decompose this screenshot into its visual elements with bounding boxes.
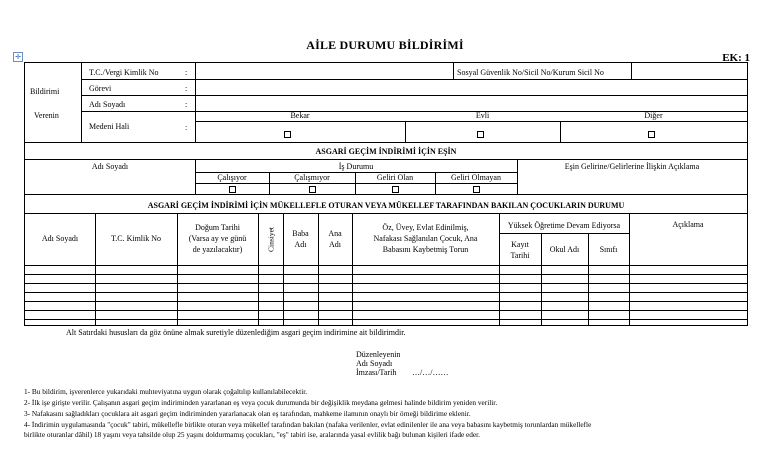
checkbox-bekar[interactable]	[284, 131, 291, 138]
declarant-label-1: Bildirimi	[30, 87, 60, 96]
annex-label: EK: 1	[722, 52, 750, 64]
medeni-hali-label: Medeni Hali	[89, 122, 130, 131]
colon: :	[185, 123, 188, 132]
col-child-tc: T.C. Kimlik No	[110, 234, 162, 243]
signature-duzenleyenin: Düzenleyenin	[356, 350, 401, 359]
checkbox-calismiyor[interactable]	[309, 186, 316, 193]
option-geliri-olan: Geliri Olan	[376, 173, 414, 182]
tc-vergi-label: T.C./Vergi Kimlik No	[89, 68, 159, 77]
option-bekar: Bekar	[290, 111, 310, 120]
checkbox-evli[interactable]	[477, 131, 484, 138]
checkbox-calisiyor[interactable]	[229, 186, 236, 193]
option-diger: Diğer	[644, 111, 663, 120]
option-calisiyor: Çalışıyor	[217, 173, 247, 182]
colon: :	[185, 100, 188, 109]
col-kayit-tarihi-2: Tarihi	[510, 251, 530, 260]
col-ana-adi-2: Adı	[329, 240, 341, 249]
footnote-2: 2- İlk işe girişte verilir. Çalışanın asgari geçim indiriminden yararlanan eş veya çocuk durumunda bir değişiklik meydana gelmesi halinde bildirim yeniden verilir.	[24, 398, 498, 407]
declarant-label-2: Verenin	[34, 111, 59, 120]
form-title: AİLE DURUMU BİLDİRİMİ	[306, 38, 464, 52]
footnote-4-continued: birlikte oturanlar dâhil) 18 yaşını veya tahsilde olup 25 yaşını doldurmamış çocukları, "eş" tabiri ise, aralarında yasal evlilik bağı bulunan kişileri ifade eder.	[24, 430, 481, 439]
col-baba-adi-2: Adı	[294, 240, 307, 249]
col-relation-3: Babasını Kaybetmiş Torun	[382, 245, 469, 254]
checkbox-diger[interactable]	[648, 131, 655, 138]
col-child-adsoyad: Adı Soyadı	[41, 234, 79, 243]
col-dogum-tarihi: Doğum Tarihi	[195, 223, 240, 232]
signature-adsoyad: Adı Soyadı	[356, 359, 393, 368]
col-relation-1: Öz, Üvey, Evlat Edinilmiş,	[382, 223, 469, 232]
option-calismiyor: Çalışmıyor	[294, 173, 330, 182]
footnote-3: 3- Nafakasını sağladıkları çocuklara ait asgari geçim indiriminden yararlanacak olan eş tarafından, mahkeme ilamının onaylı bir örneği bildirime eklenir.	[24, 409, 471, 418]
col-dogum-tarihi-note-2: de yazılacaktır)	[192, 245, 243, 254]
signature-date-field[interactable]: …/…/……	[412, 368, 449, 377]
form-table	[24, 62, 748, 326]
move-handle-icon[interactable]: ✛	[13, 52, 23, 62]
adsoyad-label: Adı Soyadı	[89, 100, 126, 109]
colon: :	[185, 84, 188, 93]
declaration-text: Alt Satırdaki hususları da göz önüne almak suretiyle düzenlediğim asgari geçim indirimine ait bildirimdir.	[66, 328, 406, 337]
checkbox-geliri-olmayan[interactable]	[473, 186, 480, 193]
col-cinsiyet: Cinsiyet	[266, 227, 276, 253]
colon: :	[185, 68, 188, 77]
gorevi-label: Görevi	[89, 84, 112, 93]
col-aciklama: Açıklama	[672, 220, 704, 229]
col-baba-adi: Baba	[292, 229, 309, 238]
footnote-4: 4- İndirimin uygulamasında "çocuk" tabiri, mükellefle birlikte oturan veya mükellef tarafından bakılan (nafaka verilenler, evlat edinilenler ile ana veya babasını kaybetmiş torunlardan mükellefle	[24, 420, 592, 429]
signature-imza-tarih: İmzası/Tarih	[356, 368, 397, 377]
spouse-adsoyad-label: Adı Soyadı	[91, 162, 129, 171]
is-durumu-label: İş Durumu	[338, 162, 374, 171]
col-relation-2: Nafakası Sağlanılan Çocuk, Ana	[373, 234, 478, 243]
spouse-section-header: ASGARİ GEÇİM İNDİRİMİ İÇİN EŞİN	[315, 147, 457, 156]
checkbox-geliri-olan[interactable]	[392, 186, 399, 193]
option-evli: Evli	[475, 111, 490, 120]
footnote-1: 1- Bu bildirim, işverenlerce yukarıdaki muhteviyatına uygun olarak çoğaltılıp kullanılabilecektir.	[24, 387, 308, 396]
children-section-header: ASGARİ GEÇİM İNDİRİMİ İÇİN MÜKELLEFLE OTURAN VEYA MÜKELLEF TARAFINDAN BAKILAN ÇOCUKLARIN DURUMU	[147, 201, 625, 210]
col-okul-adi: Okul Adı	[549, 245, 580, 254]
sgk-label: Sosyal Güvenlik No/Sicil No/Kurum Sicil No	[457, 68, 604, 77]
spouse-income-label: Eşin Gelirine/Gelirlerine İlişkin Açıklama	[564, 162, 700, 171]
col-yuksek-ogretim: Yüksek Öğretime Devam Ediyorsa	[507, 221, 621, 230]
col-dogum-tarihi-note-1: (Varsa ay ve günü	[188, 234, 247, 243]
col-ana-adi: Ana	[328, 229, 342, 238]
option-geliri-olmayan: Geliri Olmayan	[451, 173, 501, 182]
col-kayit-tarihi: Kayıt	[511, 240, 529, 249]
col-sinifi: Sınıfı	[599, 245, 618, 254]
